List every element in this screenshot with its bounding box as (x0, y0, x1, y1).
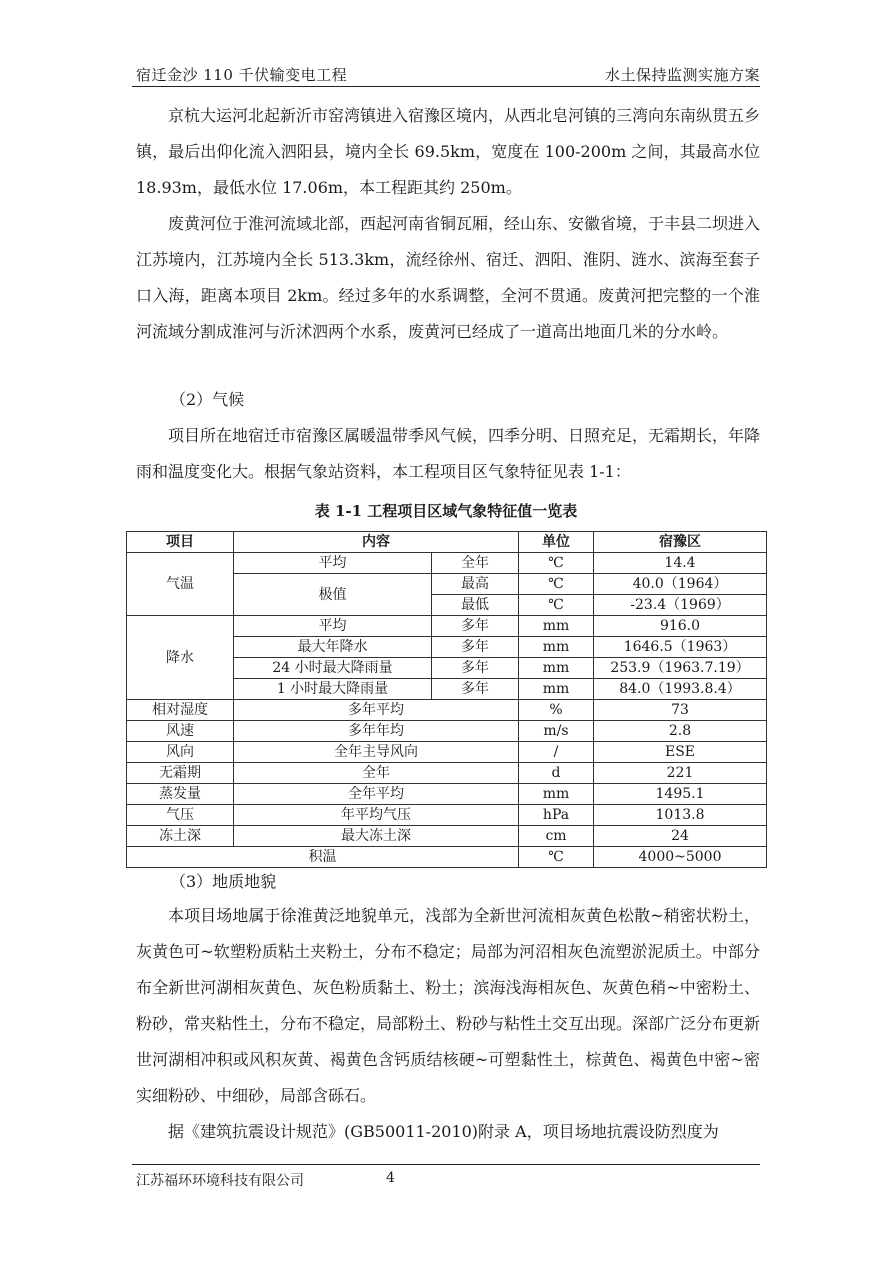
table-cell: 多年年均 (234, 721, 519, 742)
paragraph-yellow-river: 废黄河位于淮河流域北部，西起河南省铜瓦厢，经山东、安徽省境，于丰县二坝进入江苏境内，江苏境内全长 513.3km，流经徐州、宿迁、泗阳、淮阴、涟水、滨海至套子口入海，距离本项目 2km。经过多年的水系调整，全河不贯通。废黄河把完整的一个淮河流域分割成淮河与沂沭泗两个水系，废黄河已经成了一道高出地面几米的分水岭。 (136, 214, 761, 341)
paragraph-climate: 项目所在地宿迁市宿豫区属暖温带季风气候，四季分明、日照充足，无霜期长，年降雨和温度变化大。根据气象站资料，本工程项目区气象特征见表 1-1： (136, 426, 761, 481)
table-cell: 风速 (127, 721, 234, 742)
table-row (127, 763, 767, 784)
table-cell: 平均 (234, 553, 432, 574)
table-cell: mm (519, 658, 594, 679)
table-cell: 平均 (234, 616, 432, 637)
table-cell: 2.8 (594, 721, 767, 742)
table-cell: 24 (594, 826, 767, 847)
paragraph-geology: 本项目场地属于徐淮黄泛地貌单元，浅部为全新世河流相灰黄色松散~稍密状粉土，灰黄色可~软塑粉质粘土夹粉土，分布不稳定；局部为河沼相灰色流塑淤泥质土。中部分布全新世河湖相灰黄色、灰色粉质黏土、粉土；滨海浅海相灰色、灰黄色稍~中密粉土、粉砂，常夹粘性土，分布不稳定，局部粉土、粉砂与粘性土交互出现。深部广泛分布更新世河湖相冲积或风积灰黄、褐黄色含钙质结核硬~可塑黏性土，棕黄色、褐黄色中密~密实细粉砂、中细砂，局部含砾石。 (136, 906, 761, 1105)
header-rule (132, 86, 760, 87)
table-cell: / (519, 742, 594, 763)
table-cell: mm (519, 616, 594, 637)
table-cell: 14.4 (594, 553, 767, 574)
table-cell: 多年 (432, 679, 519, 700)
table-row (127, 826, 767, 847)
table-cell: ℃ (519, 847, 594, 868)
table-row (127, 616, 767, 637)
table-cell: ℃ (519, 553, 594, 574)
table-cell: 多年 (432, 637, 519, 658)
table-cell: 气压 (127, 805, 234, 826)
table-cell: 253.9（1963.7.19） (594, 658, 767, 679)
table-cell: 1013.8 (594, 805, 767, 826)
section-heading-climate: （2）气候 (170, 390, 245, 409)
table-header-cell: 内容 (234, 532, 519, 553)
table-cell: 73 (594, 700, 767, 721)
section-heading-geology: （3）地质地貌 (170, 872, 277, 891)
footer-company: 江苏福环环境科技有限公司 (136, 1173, 304, 1189)
table-cell: 年平均气压 (234, 805, 519, 826)
table-header-cell: 宿豫区 (594, 532, 767, 553)
table-cell: 全年 (234, 763, 519, 784)
table-cell: -23.4（1969） (594, 595, 767, 616)
table-group-cell: 气温 (127, 553, 234, 616)
paragraph-grand-canal: 京杭大运河北起新沂市窑湾镇进入宿豫区境内，从西北皂河镇的三湾向东南纵贯五乡镇，最后出仰化流入泗阳县，境内全长 69.5km，宽度在 100-200m 之间，其最高水位 18.93m，最低水位 17.06m，本工程距其约 250m。 (136, 106, 761, 197)
table-cell: mm (519, 679, 594, 700)
table-cell: 24 小时最大降雨量 (234, 658, 432, 679)
table-cell: 风向 (127, 742, 234, 763)
table-header-cell: 单位 (519, 532, 594, 553)
table-cell: mm (519, 637, 594, 658)
header-doc-title: 水土保持监测实施方案 (604, 66, 760, 84)
table-cell: 多年 (432, 658, 519, 679)
climate-table (126, 531, 767, 868)
table-cell: 全年平均 (234, 784, 519, 805)
table-cell: 40.0（1964） (594, 574, 767, 595)
table-cell: 极值 (234, 574, 432, 616)
table-row (127, 700, 767, 721)
table-cell: ℃ (519, 574, 594, 595)
table-row (127, 742, 767, 763)
geology-text-block (136, 898, 760, 1150)
table-cell: 221 (594, 763, 767, 784)
intro-text-block (136, 98, 760, 350)
table-cell: 84.0（1993.8.4） (594, 679, 767, 700)
header-project-title: 宿迁金沙 110 千伏输变电工程 (136, 66, 348, 84)
table-header-cell: 项目 (127, 532, 234, 553)
table-row (127, 553, 767, 574)
table-cell: hPa (519, 805, 594, 826)
table-cell: 4000~5000 (594, 847, 767, 868)
table-cell: 1646.5（1963） (594, 637, 767, 658)
table-cell: mm (519, 784, 594, 805)
table-cell: 全年 (432, 553, 519, 574)
paragraph-seismic: 据《建筑抗震设计规范》(GB50011-2010)附录 A，项目场地抗震设防烈度为 (168, 1122, 719, 1141)
table-cell: 无霜期 (127, 763, 234, 784)
footer-rule (132, 1164, 760, 1165)
page-number: 4 (386, 1170, 395, 1186)
table-cell: 冻土深 (127, 826, 234, 847)
table-cell: 最大冻土深 (234, 826, 519, 847)
table-cell: cm (519, 826, 594, 847)
table-cell: 1 小时最大降雨量 (234, 679, 432, 700)
table-row (127, 784, 767, 805)
table-header-row (127, 532, 767, 553)
table-cell: 相对湿度 (127, 700, 234, 721)
table-cell: 916.0 (594, 616, 767, 637)
table-cell: % (519, 700, 594, 721)
table-cell: 最高 (432, 574, 519, 595)
table-cell: 全年主导风向 (234, 742, 519, 763)
table-cell: ESE (594, 742, 767, 763)
table-cell: 蒸发量 (127, 784, 234, 805)
table-row (127, 847, 767, 868)
table-cell: 多年 (432, 616, 519, 637)
table-group-cell: 降水 (127, 616, 234, 700)
table-cell: ℃ (519, 595, 594, 616)
climate-text-block (136, 418, 760, 490)
table-row (127, 721, 767, 742)
table-cell: 1495.1 (594, 784, 767, 805)
table-row (127, 805, 767, 826)
table-cell: d (519, 763, 594, 784)
table-cell: 最大年降水 (234, 637, 432, 658)
table-cell: 多年平均 (234, 700, 519, 721)
table-caption: 表 1-1 工程项目区域气象特征值一览表 (314, 502, 578, 520)
table-cell: 积温 (127, 847, 519, 868)
table-cell: 最低 (432, 595, 519, 616)
table-cell: m/s (519, 721, 594, 742)
